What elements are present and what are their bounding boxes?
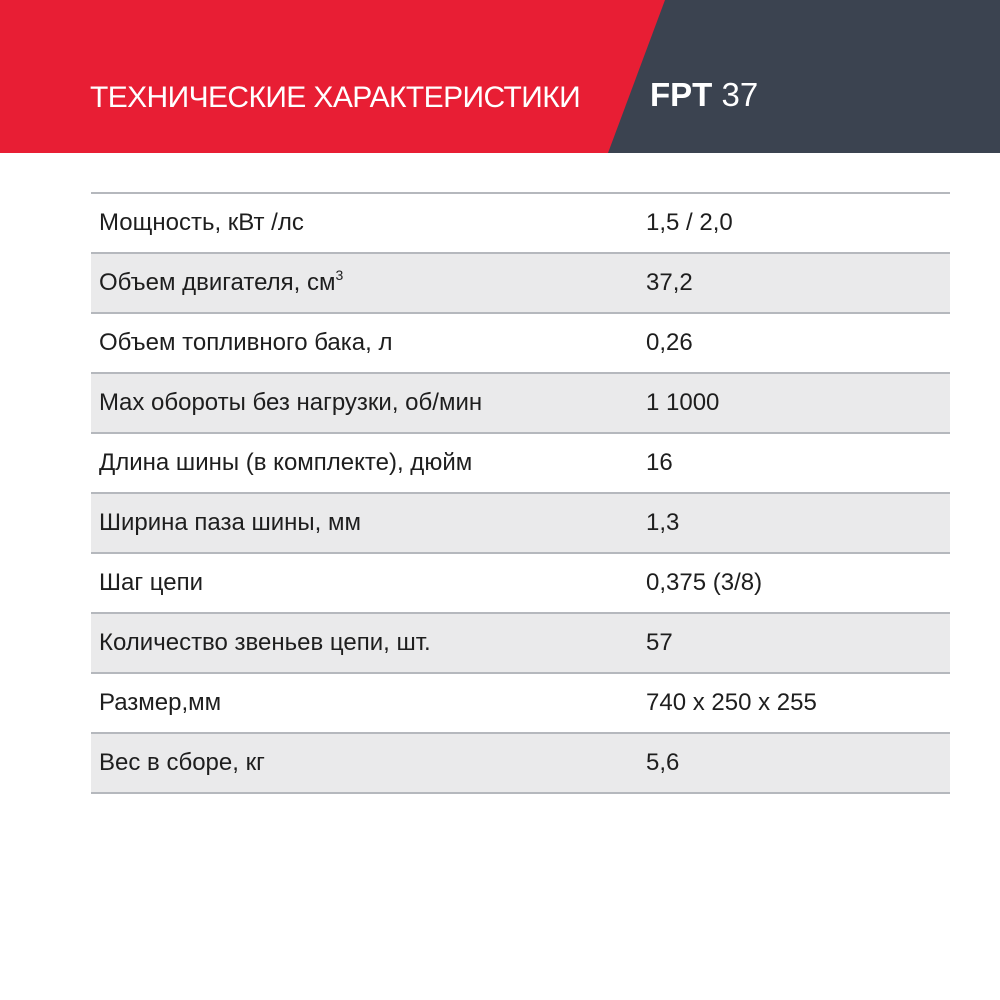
spec-value: 740 x 250 x 255: [646, 689, 817, 716]
spec-value: 5,6: [646, 749, 680, 776]
table-row: [91, 734, 950, 794]
spec-value: 1 1000: [646, 389, 720, 416]
model-name: FPT: [650, 76, 713, 113]
spec-value: 37,2: [646, 269, 693, 296]
model-label: [650, 75, 758, 115]
spec-value: 1,3: [646, 509, 680, 536]
header-banner: [0, 0, 1000, 153]
specs-table: [91, 192, 950, 794]
spec-label: Мощность, кВт /лс: [99, 209, 304, 236]
spec-label: Вес в сборе, кг: [99, 749, 265, 776]
spec-label: Ширина паза шины, мм: [99, 509, 362, 536]
superscript: 3: [335, 267, 344, 283]
spec-label: Max обороты без нагрузки, об/мин: [99, 389, 483, 416]
spec-value: 0,26: [646, 329, 693, 356]
table-row: [91, 554, 950, 614]
spec-value: 16: [646, 449, 673, 476]
table-row: [91, 194, 950, 254]
spec-label-text: Объем двигателя, см: [99, 269, 336, 296]
table-row: [91, 614, 950, 674]
spec-label: Размер,мм: [99, 689, 222, 716]
table-row: [91, 374, 950, 434]
spec-label: [99, 254, 343, 312]
table-row: [91, 254, 950, 314]
spec-value: 0,375 (3/8): [646, 569, 763, 596]
table-row: [91, 434, 950, 494]
table-row: [91, 674, 950, 734]
table-row: [91, 494, 950, 554]
header-background: [0, 0, 1000, 153]
spec-label: Количество звеньев цепи, шт.: [99, 629, 431, 656]
spec-value: 1,5 / 2,0: [646, 209, 733, 236]
spec-label: Объем топливного бака, л: [99, 329, 393, 356]
spec-value: 57: [646, 629, 673, 656]
page-title: ТЕХНИЧЕСКИЕ ХАРАКТЕРИСТИКИ: [90, 81, 581, 114]
spec-label: Длина шины (в комплекте), дюйм: [99, 449, 473, 476]
spec-label: Шаг цепи: [99, 569, 203, 596]
table-row: [91, 314, 950, 374]
model-number: 37: [721, 76, 759, 113]
